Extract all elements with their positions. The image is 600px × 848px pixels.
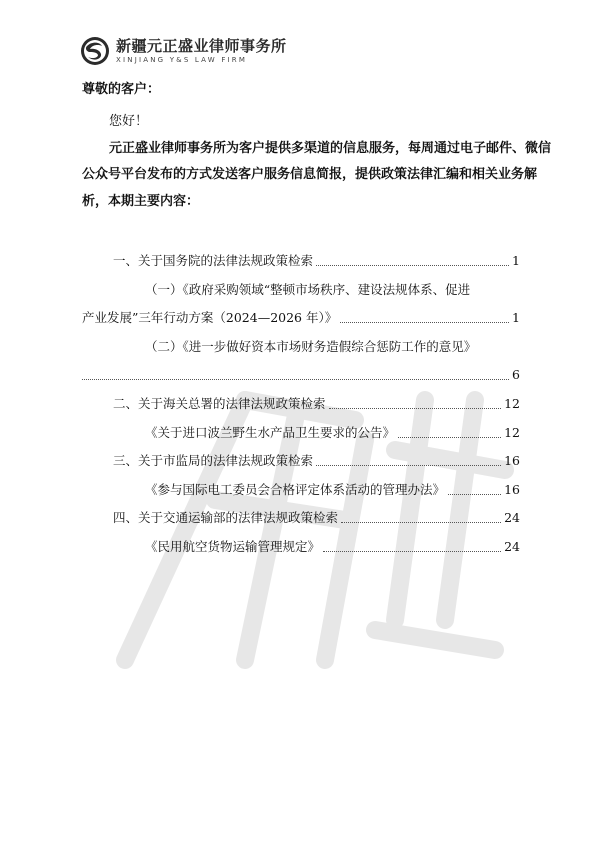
toc-leader xyxy=(316,265,509,266)
firm-brand xyxy=(116,37,287,65)
toc-label: 三、关于市监局的法律法规政策检索 xyxy=(113,453,314,468)
toc-label: （一）《政府采购领域“整顿市场秩序、建设法规体系、促进 xyxy=(145,282,471,297)
toc-label: 《民用航空货物运输管理规定》 xyxy=(145,539,321,554)
toc-item-2-1[interactable] xyxy=(113,424,520,442)
toc-page: 12 xyxy=(504,396,520,411)
toc-item-1-2[interactable] xyxy=(113,338,520,356)
firm-name-en: XINJIANG Y&S LAW FIRM xyxy=(116,56,248,64)
toc-label: （二）《进一步做好资本市场财务造假综合惩防工作的意见》 xyxy=(145,339,477,354)
toc-label: 四、关于交通运输部的法律法规政策检索 xyxy=(113,510,339,525)
toc-item-1-2-cont[interactable] xyxy=(82,366,520,384)
toc-leader xyxy=(316,465,501,466)
toc-leader xyxy=(398,437,501,438)
toc-item-1-1[interactable] xyxy=(113,281,520,299)
toc-label: 一、关于国务院的法律法规政策检索 xyxy=(113,253,314,268)
toc-label: 二、关于海关总署的法律法规政策检索 xyxy=(113,396,326,411)
toc-label: 《参与国际电工委员会合格评定体系活动的管理办法》 xyxy=(145,482,446,497)
toc-item-3-1[interactable] xyxy=(113,481,520,499)
toc-page: 12 xyxy=(504,425,520,440)
toc-page: 16 xyxy=(504,482,520,497)
toc-page: 24 xyxy=(504,510,520,525)
firm-name-cn: 新疆元正盛业律师事务所 xyxy=(116,37,287,55)
toc-page: 16 xyxy=(504,453,520,468)
toc-section-4[interactable] xyxy=(113,509,520,527)
toc-leader xyxy=(82,379,509,380)
body-line-3: 析，本期主要内容： xyxy=(82,194,200,209)
body-line-2: 公众号平台发布的方式发送客户服务信息简报，提供政策法律汇编和相关业务解 xyxy=(82,167,538,182)
toc-leader xyxy=(448,494,501,495)
toc-leader xyxy=(323,551,501,552)
toc-leader xyxy=(341,522,501,523)
toc-page: 1 xyxy=(512,310,520,325)
toc-item-4-1[interactable] xyxy=(113,538,520,556)
greeting: 您好！ xyxy=(109,114,149,129)
toc-section-3[interactable] xyxy=(113,452,520,470)
toc-section-1[interactable] xyxy=(113,252,520,270)
toc-page: 1 xyxy=(512,253,520,268)
body-line-1: 元正盛业律师事务所为客户提供多渠道的信息服务，每周通过电子邮件、微信 xyxy=(109,141,552,156)
toc-item-1-1-cont[interactable] xyxy=(82,309,520,327)
toc-label: 《关于进口波兰野生水产品卫生要求的公告》 xyxy=(145,425,396,440)
ys-logo-icon xyxy=(80,36,110,66)
toc-leader xyxy=(329,408,502,409)
toc-leader xyxy=(340,322,509,323)
toc-label: 产业发展”三年行动方案（2024—2026 年）》 xyxy=(82,310,338,325)
toc-page: 6 xyxy=(512,367,520,382)
toc-page: 24 xyxy=(504,539,520,554)
salutation: 尊敬的客户： xyxy=(82,82,161,97)
document-header xyxy=(80,34,287,68)
toc-section-2[interactable] xyxy=(113,395,520,413)
